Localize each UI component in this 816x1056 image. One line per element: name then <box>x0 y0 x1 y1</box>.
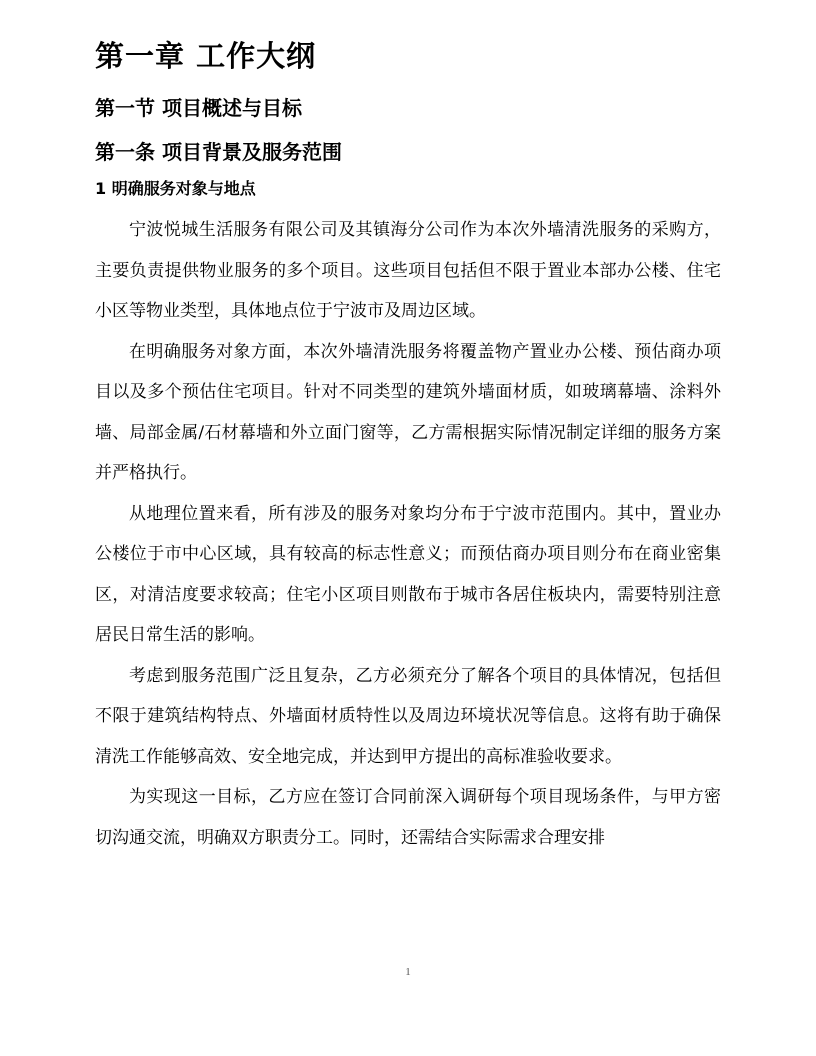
paragraph: 考虑到服务范围广泛且复杂，乙方必须充分了解各个项目的具体情况，包括但不限于建筑结构特点、外墙面材质特性以及周边环境状况等信息。这将有助于确保清洗工作能够高效、安全地完成，并达到甲方提出的高标准验收要求。 <box>95 665 721 767</box>
body-text <box>95 210 721 858</box>
paragraph: 宁波悦城生活服务有限公司及其镇海分公司作为本次外墙清洗服务的采购方，主要负责提供物业服务的多个项目。这些项目包括但不限于置业本部办公楼、住宅小区等物业类型，具体地点位于宁波市及周边区域。 <box>95 220 721 321</box>
paragraph: 为实现这一目标，乙方应在签订合同前深入调研每个项目现场条件，与甲方密切沟通交流，明确双方职责分工。同时，还需结合实际需求合理安排 <box>95 787 721 848</box>
paragraph: 在明确服务对象方面，本次外墙清洗服务将覆盖物产置业办公楼、预估商办项目以及多个预估住宅项目。针对不同类型的建筑外墙面材质，如玻璃幕墙、涂料外墙、局部金属/石材幕墙和外立面门窗等，乙方需根据实际情况制定详细的服务方案并严格执行。 <box>95 341 721 483</box>
chapter-title: 第一章 工作大纲 <box>95 39 317 73</box>
article-title: 第一条 项目背景及服务范围 <box>95 140 342 164</box>
subsection-title: 1 明确服务对象与地点 <box>95 179 256 198</box>
page-number: 1 <box>405 966 411 978</box>
section-title: 第一节 项目概述与目标 <box>95 96 302 120</box>
paragraph: 从地理位置来看，所有涉及的服务对象均分布于宁波市范围内。其中，置业办公楼位于市中心区域，具有较高的标志性意义；而预估商办项目则分布在商业密集区，对清洁度要求较高；住宅小区项目则散布于城市各居住板块内，需要特别注意居民日常生活的影响。 <box>95 503 721 645</box>
